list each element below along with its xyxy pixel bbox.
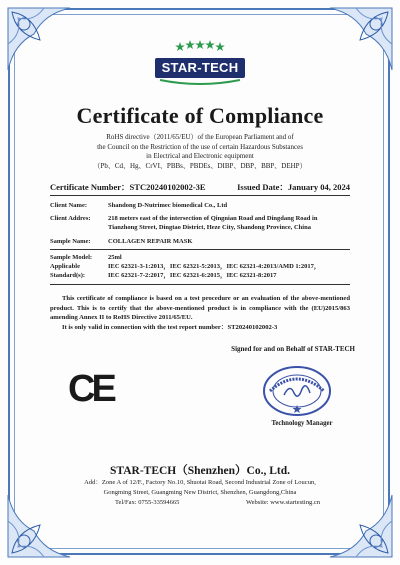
address-line: Gongming Street, Guangming New District, Shenzhen, Guangdong,China — [103, 488, 297, 496]
company-seal-icon — [262, 365, 332, 417]
client-address-label: Client Addres: — [50, 215, 91, 222]
sample-model-value: 25ml — [108, 254, 122, 261]
corner-ornament-bottom-right — [326, 491, 396, 561]
client-address-value: 218 meters east of the intersection of Qingnian Road and Dingdang Road in Tianzhong Street, Dingtao District, Heze City, Shandong Province, China — [108, 215, 318, 231]
logo-swoosh-icon — [155, 78, 245, 86]
divider-middle — [50, 249, 350, 250]
statement-report-number: It is only valid in connection with the test report number：ST20240102002-3 — [62, 323, 278, 331]
technology-manager-label: Technology Manager — [271, 420, 333, 427]
stars-icon — [175, 40, 225, 54]
website: Website: www.startesting.cn — [246, 499, 320, 506]
client-name-value: Shandong D-Nutrimec biomedical Co., Ltd — [108, 202, 228, 209]
tel-fax: Tel/Fax: 0755-33594665 — [115, 499, 180, 506]
sample-model-label: Sample Model: — [50, 254, 93, 261]
signed-on-behalf: Signed for and on Behalf of STAR-TECH — [231, 345, 355, 353]
company-address — [60, 478, 340, 497]
ce-mark: CE — [68, 368, 113, 410]
sample-name-label: Sample Name: — [50, 238, 91, 245]
rohs-directive-text — [60, 133, 340, 171]
client-name-label: Client Name: — [50, 202, 88, 209]
company-name: STAR-TECH（Shenzhen）Co., Ltd. — [110, 465, 290, 477]
rohs-line: the Council on the Restriction of the use of certain Hazardous Substances — [97, 142, 303, 151]
rohs-line: RoHS directive（2011/65/EU）of the European Parliament and of — [106, 133, 294, 141]
rohs-line: in Electrical and Electronic equipment — [146, 152, 254, 160]
corner-ornament-top-right — [326, 4, 396, 74]
standards-label: Applicable Standard(s): — [50, 263, 86, 279]
statement-paragraph: This certificate of compliance is based on a test procedure or an evaluation of the above-mentioned product. This is to certify that the above-mentioned product is in compliance with the (EU)2015/863 amending Annex II to RoHS Directive 2011/65/EU. — [50, 295, 350, 321]
contact-row — [80, 499, 320, 506]
corner-ornament-bottom-left — [4, 491, 74, 561]
address-line: Add：Zone A of 12/F., Factory No.10, Shuotai Road, Second Industrial Zone of Loucun, — [84, 479, 316, 486]
divider-bottom — [50, 284, 350, 285]
certificate-number: Certificate Number：STC20240102002-3E — [50, 182, 206, 192]
certificate-title: Certificate of Compliance — [76, 103, 324, 128]
sample-name-value: COLLAGEN REPAIR MASK — [108, 238, 193, 245]
corner-ornament-top-left — [4, 4, 74, 74]
issued-date: Issued Date：January 04, 2024 — [237, 182, 350, 192]
divider-top — [50, 195, 350, 196]
compliance-statement — [50, 294, 350, 332]
logo-brand-text: STAR-TECH — [155, 58, 245, 78]
rohs-line: （Pb、Cd、Hg、CrVI、PBBs、PBDEs、DIBP、DBP、BBP、DEHP） — [93, 161, 307, 170]
certificate-number-row — [50, 181, 350, 193]
standards-value: IEC 62321-3-1:2013，IEC 62321-5:2013，IEC 62321-4:2013/AMD 1:2017， IEC 62321-7-2:2017，IEC 62321-6:2015，IEC 62321-8:2017 — [108, 263, 321, 279]
star-tech-logo — [155, 40, 245, 86]
